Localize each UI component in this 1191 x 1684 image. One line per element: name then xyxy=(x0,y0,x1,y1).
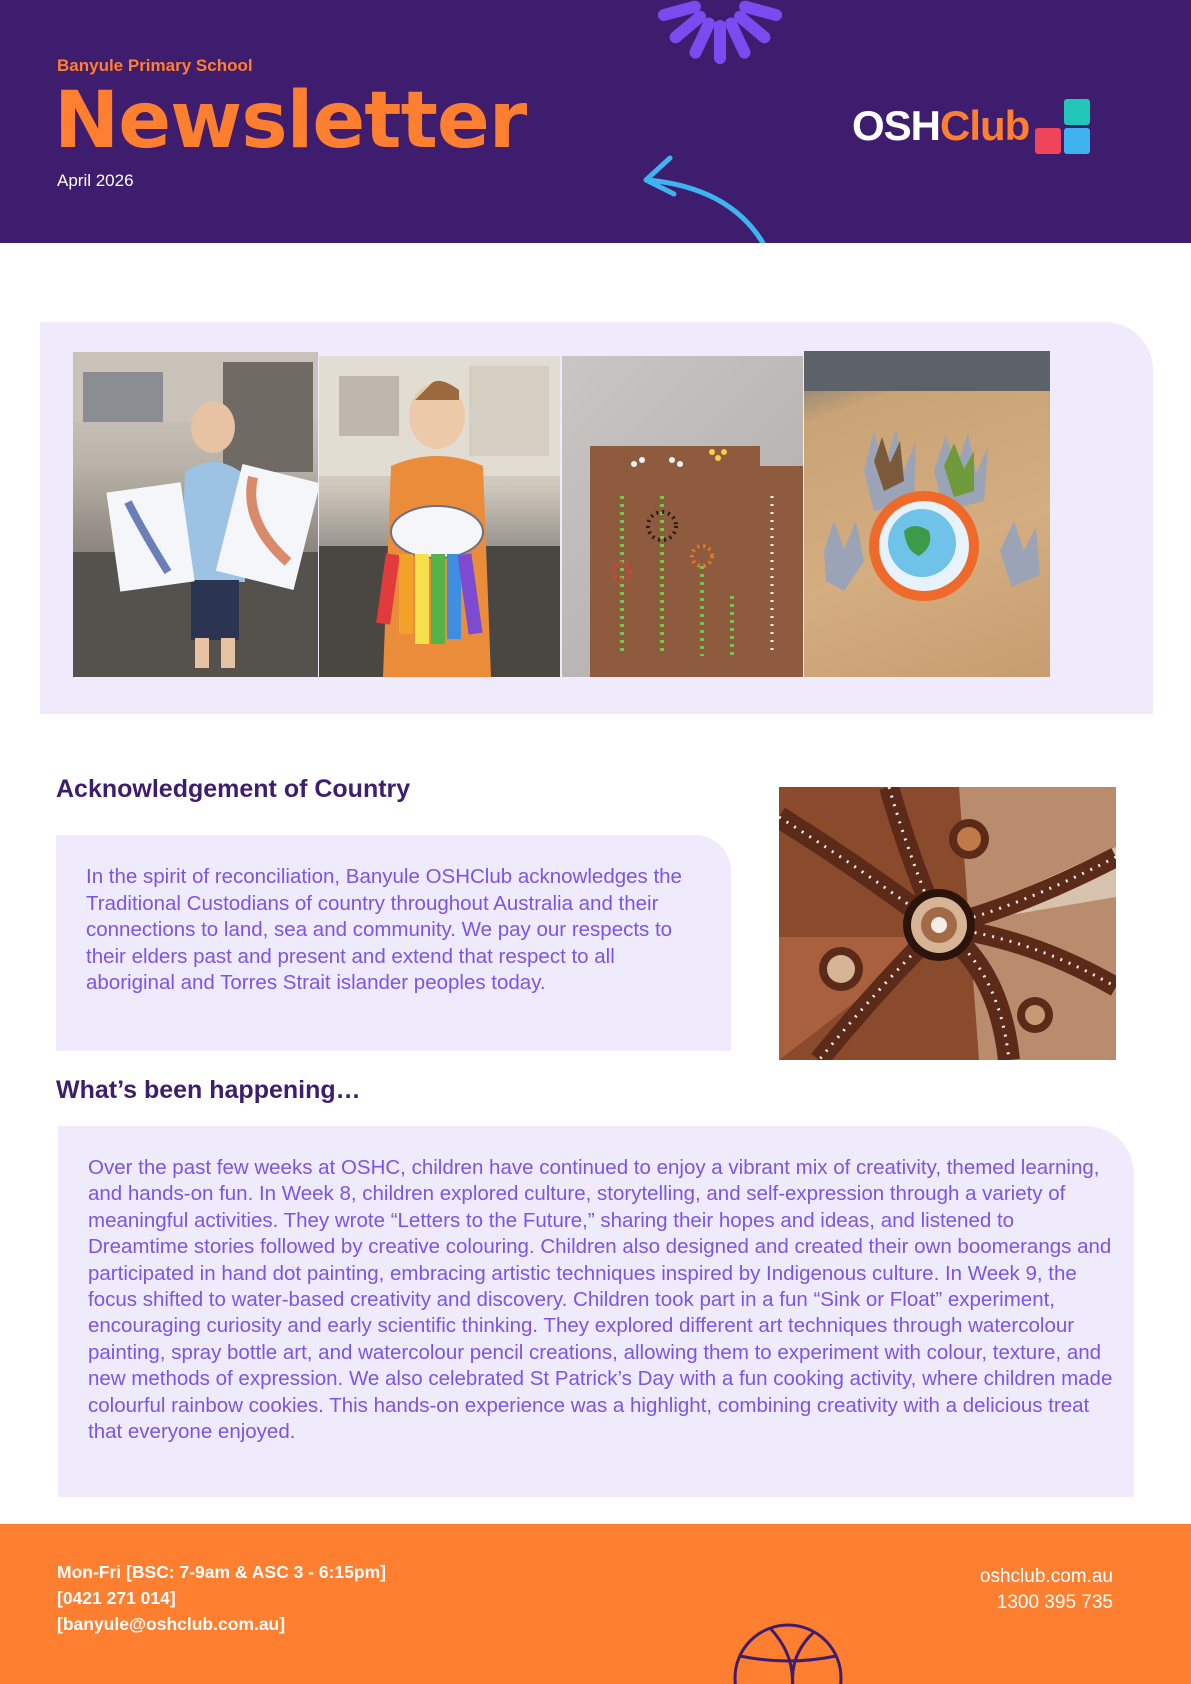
footer-phone: [0421 271 014] xyxy=(57,1588,176,1608)
newsletter-footer xyxy=(0,1524,1191,1684)
logo-squares-icon xyxy=(1035,99,1090,154)
acknowledgement-heading: Acknowledgement of Country xyxy=(56,775,411,803)
newsletter-title: Newsletter xyxy=(54,76,527,166)
aboriginal-dot-art-image xyxy=(779,787,1116,1060)
photo-dot-painting-flowers xyxy=(562,356,803,677)
happening-text: Over the past few weeks at OSHC, children have continued to enjoy a vibrant mix of creativity, themed learning, and hands-on fun. In Week 8, children explored culture, storytelling, and self-expression through a variety of meaningful activities. They wrote “Letters to the Future,” sharing their hopes and ideas, and listened to Dreamtime stories followed by creative colouring. Children also designed and created their own boomerangs and participated in hand dot painting, embracing artistic techniques inspired by Indigenous culture. In Week 9, the focus shifted to water-based creativity and discovery. Children took part in a fun “Sink or Float” experiment, encouraging curiosity and early scientific thinking. They explored different art techniques through watercolour painting, spray bottle art, and watercolour pencil creations, allowing them to experiment with colour, texture, and new methods of expression. We also celebrated St Patrick’s Day with a fun cooking activity, where children made colourful rainbow cookies. This hands-on experience was a highlight, combining creativity with a delicious treat that everyone enjoyed. xyxy=(88,1156,1113,1444)
footer-main-phone: 1300 395 735 xyxy=(996,1592,1113,1613)
happening-heading: What’s been happening… xyxy=(56,1076,361,1104)
logo-club-text: Club xyxy=(940,102,1030,149)
footer-hours: Mon-Fri [BSC: 7-9am & ASC 3 - 6:15pm] xyxy=(57,1562,386,1582)
photo-boy-boomerangs xyxy=(73,352,318,677)
footer-email[interactable]: [banyule@oshclub.com.au] xyxy=(57,1614,286,1634)
basketball-icon xyxy=(730,1620,846,1684)
school-name: Banyule Primary School xyxy=(57,56,253,75)
newsletter-date: April 2026 xyxy=(57,171,134,190)
curved-arrow-icon xyxy=(630,150,770,243)
footer-website[interactable]: oshclub.com.au xyxy=(979,1566,1113,1587)
sunburst-decoration-icon xyxy=(650,0,790,70)
acknowledgement-text: In the spirit of reconciliation, Banyule OSHClub acknowledges the Traditional Custodians of country throughout Australia and their connections to land, sea and community. We pay our respects to their elders past and present and extend that respect to all aboriginal and Torres Strait islander peoples today. xyxy=(86,865,682,994)
newsletter-header xyxy=(0,0,1191,243)
oshclub-logo xyxy=(852,98,1090,154)
photo-boy-rainbow-cloud xyxy=(319,356,560,677)
photo-handprint-earth xyxy=(804,351,1050,677)
logo-osh-text: OSH xyxy=(852,102,941,149)
